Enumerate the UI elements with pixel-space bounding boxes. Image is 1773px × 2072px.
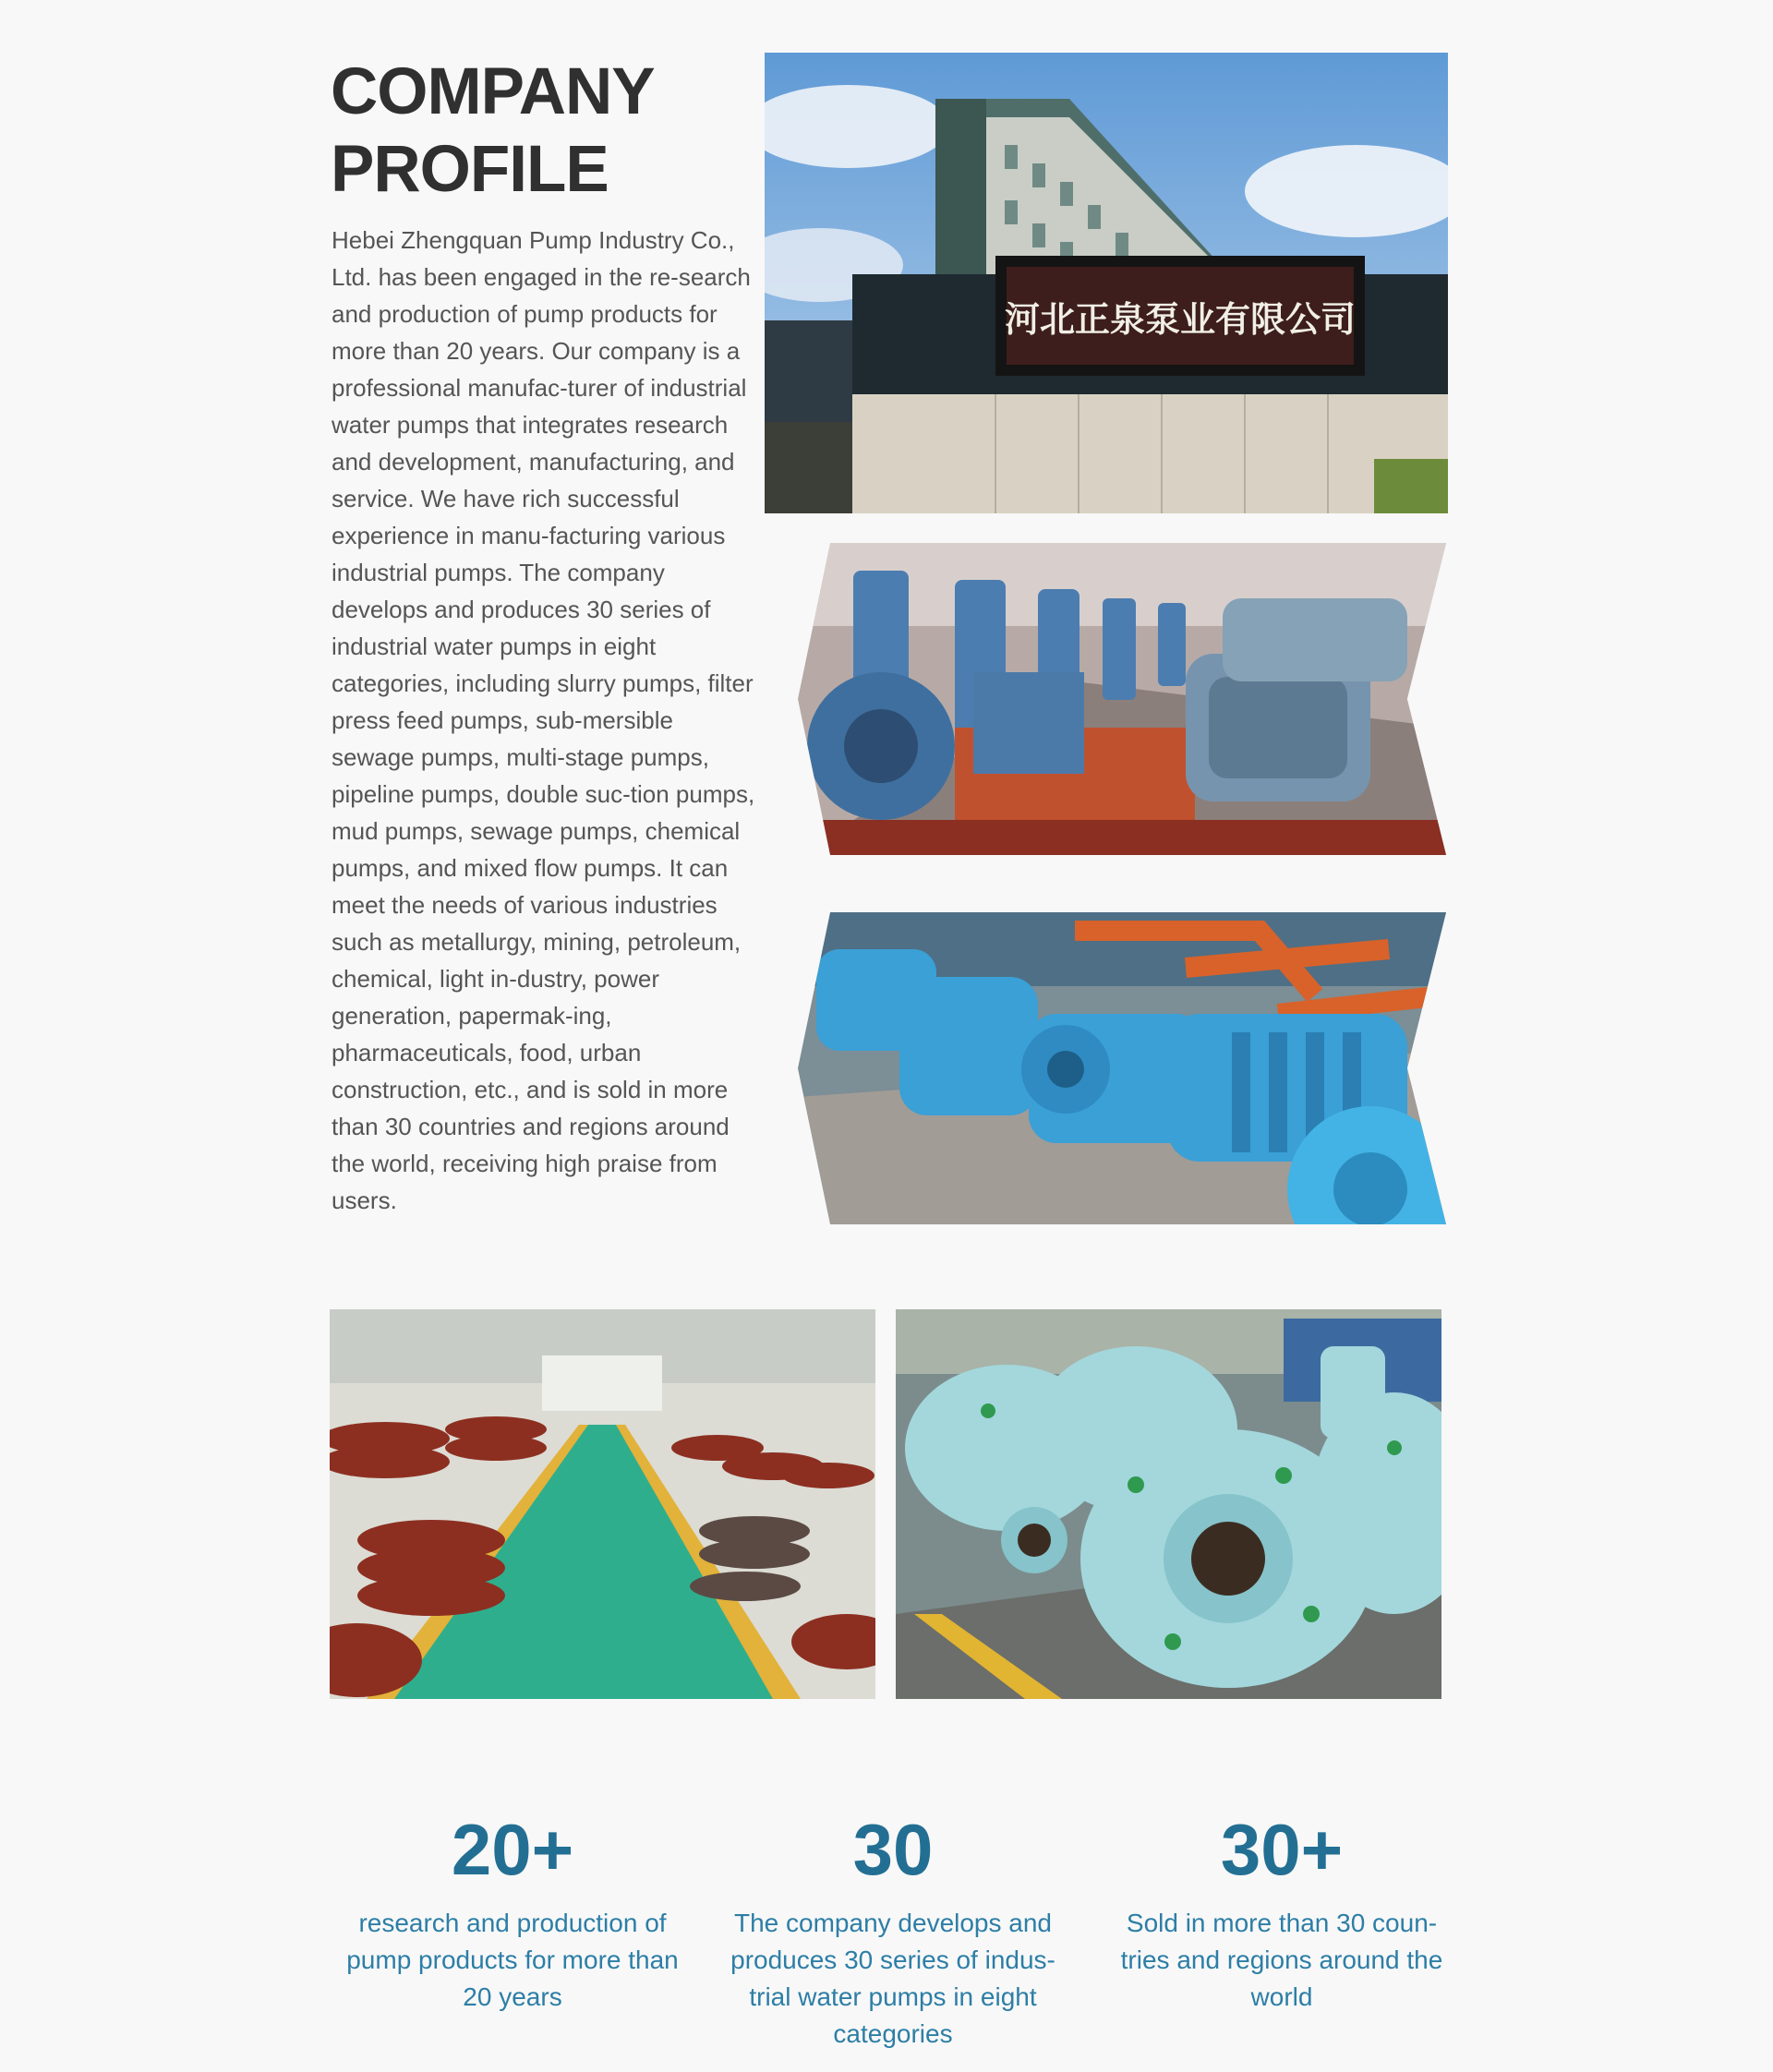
- page-title: [331, 54, 755, 209]
- stat-countries-description: Sold in more than 30 coun-tries and regions around the world: [1120, 1909, 1443, 2011]
- pump-production-line-photo: [798, 543, 1446, 855]
- stat-years-number: 20+: [451, 1809, 574, 1890]
- warehouse-parts-photo: [330, 1309, 875, 1699]
- building-sign-text: 河北正泉泵业有限公司: [1004, 299, 1357, 340]
- company-description: Hebei Zhengquan Pump Industry Co., Ltd. has been engaged in the re-search and production of pump products for more than 20 years. Our company is a professional manufac-turer of industrial water pumps that integrates research and development, manufacturing, and service. We have rich successful experience in manu-facturing various industrial pumps. The company develops and produces 30 series of industrial water pumps in eight categories, including slurry pumps, filter press feed pumps, sub-mersible sewage pumps, multi-stage pumps, pipeline pumps, double suc-tion pumps, mud pumps, sewage pumps, chemical pumps, and mixed flow pumps. It can meet the needs of various industries such as metallurgy, mining, petroleum, chemical, light in-dustry, power generation, papermak-ing, pharmaceuticals, food, urban construction, etc., and is sold in more than 30 countries and regions around the world, receiving high praise from users.: [332, 226, 755, 1214]
- title-line-company: COMPANY: [331, 55, 655, 128]
- slurry-pumps-photo: [896, 1309, 1441, 1699]
- stat-countries: [1106, 1805, 1457, 2016]
- stat-series-description: The company develops and produces 30 series of indus-trial water pumps in eight categories: [730, 1909, 1055, 2048]
- multistage-pumps-photo: [798, 912, 1446, 1224]
- stat-series-number: 30: [852, 1809, 934, 1890]
- stat-years: [337, 1805, 688, 2016]
- stat-years-description: research and production of pump products for more than 20 years: [346, 1909, 679, 2011]
- company-building-photo: [765, 53, 1448, 513]
- stat-countries-number: 30+: [1220, 1809, 1344, 1890]
- stat-series: [718, 1805, 1068, 2053]
- title-line-profile: PROFILE: [331, 133, 609, 206]
